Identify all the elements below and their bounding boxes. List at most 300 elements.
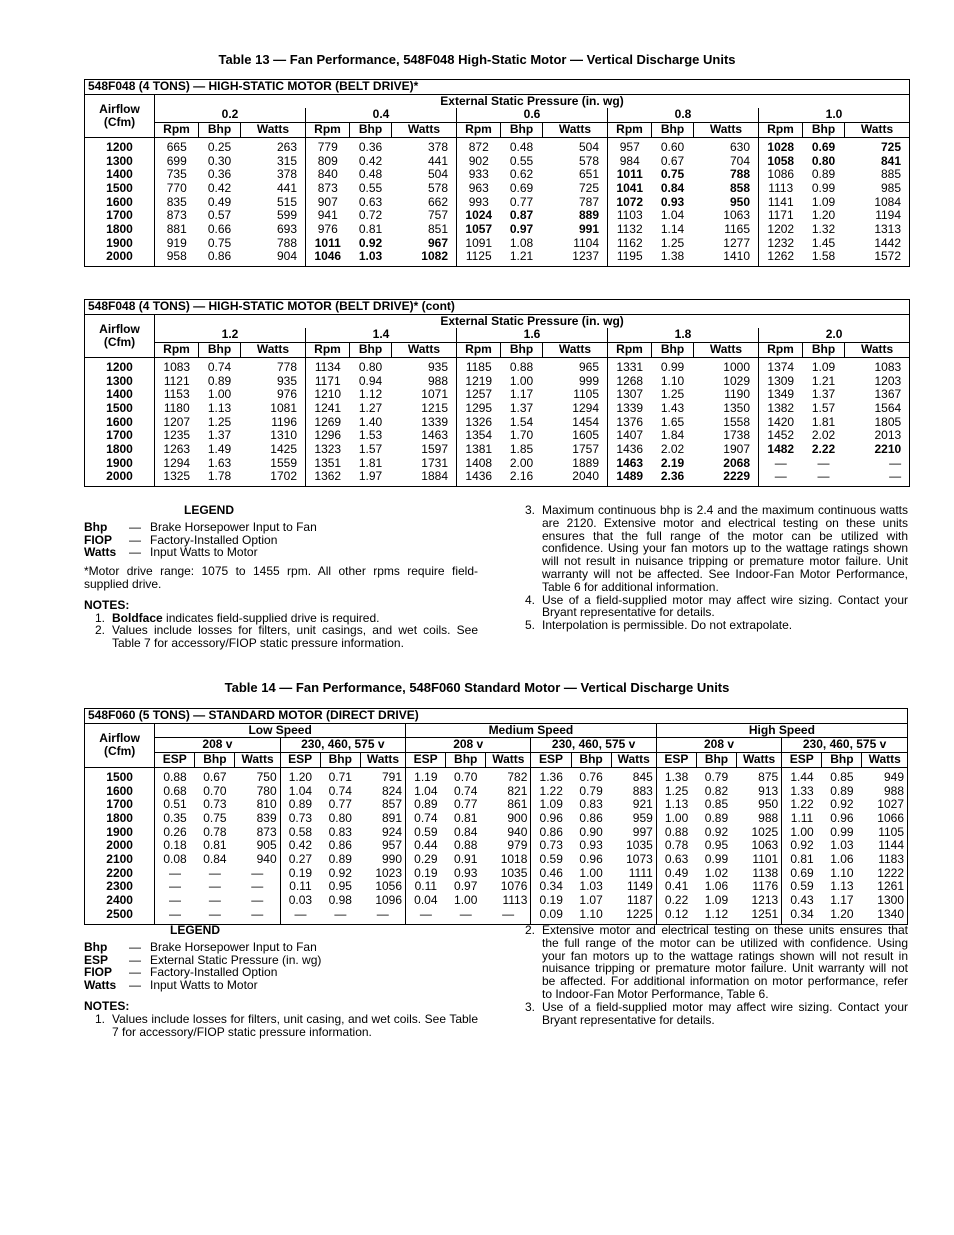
data-cell: 1.07 xyxy=(579,893,603,908)
table-title-row xyxy=(85,80,910,95)
data-cell: 1452 xyxy=(767,428,795,443)
voltage-header: 230, 460, 575 v xyxy=(782,738,908,753)
data-cell: 1.10 xyxy=(830,865,854,880)
note-number: 2. xyxy=(524,923,535,937)
data-cell: 0.74 xyxy=(414,810,438,825)
data-cell: 0.69 xyxy=(790,865,814,880)
data-cell: 1558 xyxy=(694,416,759,430)
legend-description: Input Watts to Motor xyxy=(150,978,258,993)
data-cell: 0.73 xyxy=(288,810,313,825)
note-number: 3. xyxy=(524,999,535,1014)
table-row xyxy=(85,416,910,430)
data-cell: 1.09 xyxy=(704,893,729,908)
data-cell: 1731 xyxy=(392,457,457,471)
data-cell: 1213 xyxy=(737,894,782,908)
data-cell: 1082 xyxy=(392,250,457,266)
data-cell: — xyxy=(169,893,182,908)
data-cell: 0.73 xyxy=(203,797,227,812)
table-row xyxy=(85,429,910,443)
data-cell: 835 xyxy=(166,194,187,209)
data-cell: 2.36 xyxy=(660,469,685,484)
data-cell: 1.21 xyxy=(509,249,534,264)
data-cell: 1.14 xyxy=(660,222,685,237)
data-cell: 1463 xyxy=(616,455,644,470)
pressure-header: 0.2 xyxy=(155,108,306,122)
table-row xyxy=(85,812,908,826)
data-cell: 1222 xyxy=(877,865,904,880)
data-cell: — xyxy=(419,906,432,921)
data-cell: 1176 xyxy=(737,880,782,894)
data-cell: 0.72 xyxy=(358,208,383,223)
data-cell: 1.53 xyxy=(358,428,383,443)
voltage-header: 230, 460, 575 v xyxy=(531,738,656,753)
data-cell: 957 xyxy=(619,139,640,154)
data-cell: 1121 xyxy=(163,373,190,388)
column-header: Bhp xyxy=(350,343,392,358)
legend-dash: — xyxy=(129,939,141,954)
data-cell: 0.83 xyxy=(328,824,352,839)
data-cell: 0.29 xyxy=(414,852,438,867)
data-cell: 0.74 xyxy=(454,783,478,798)
legend-description: Brake Horsepower Input to Fan xyxy=(150,939,317,954)
table-row xyxy=(85,250,910,266)
data-cell: 1185 xyxy=(465,359,492,374)
note-3-text: Maximum continuous bhp is 2.4 and the maximum continuous watts are 2120. Extensive motor and electrical testing on these units ensures that the full range of the motor can be utilized with confidence. Using your fan motors up to the wattage ratings shown will not result in nuisance tripping or premature motor failure. Unit warranty will not be affected. See Indoor-Fan Motor Performance, Table 6 for additional information. xyxy=(542,503,908,594)
data-cell: 1.38 xyxy=(660,249,685,264)
data-cell: 1195 xyxy=(616,249,643,264)
data-cell: 0.92 xyxy=(358,235,383,250)
column-header: Rpm xyxy=(155,123,199,138)
data-cell: 1171 xyxy=(767,208,794,223)
data-cell: 1241 xyxy=(314,400,342,415)
data-cell: 988 xyxy=(883,783,904,798)
column-header: ESP xyxy=(406,753,446,768)
airflow-cell: 1200 xyxy=(85,137,155,154)
data-cell: 441 xyxy=(392,155,457,169)
data-cell: 963 xyxy=(468,180,489,195)
data-cell: 976 xyxy=(317,222,338,237)
column-header: Watts xyxy=(845,343,910,358)
data-cell: 1277 xyxy=(694,237,759,251)
data-cell: 1261 xyxy=(877,879,904,894)
data-cell: 1.27 xyxy=(358,400,383,415)
table-14 xyxy=(84,708,908,925)
data-cell: 1310 xyxy=(241,429,306,443)
table-row xyxy=(85,798,908,812)
data-cell: 725 xyxy=(880,139,902,154)
data-cell: 990 xyxy=(360,853,405,867)
data-cell: 1125 xyxy=(465,249,492,264)
data-cell: 0.93 xyxy=(660,194,685,209)
data-cell: 1057 xyxy=(465,222,493,237)
legend-description: Input Watts to Motor xyxy=(150,545,258,560)
table-row xyxy=(85,908,908,924)
data-cell: 0.34 xyxy=(539,879,563,894)
data-cell: 0.95 xyxy=(328,879,352,894)
legend-item xyxy=(84,534,478,547)
data-cell: 1.00 xyxy=(579,865,603,880)
data-cell: 0.19 xyxy=(288,865,313,880)
data-cell: 1202 xyxy=(767,222,795,237)
table-row xyxy=(85,388,910,402)
data-cell: 840 xyxy=(317,167,338,182)
data-cell: 1207 xyxy=(163,414,191,429)
data-cell: — xyxy=(208,893,221,908)
data-cell: 0.74 xyxy=(328,783,352,798)
data-cell: 1331 xyxy=(616,359,644,374)
data-cell: 1296 xyxy=(314,428,342,443)
data-cell: 0.55 xyxy=(358,180,383,195)
column-header: Bhp xyxy=(199,343,241,358)
data-cell: 2040 xyxy=(543,470,608,486)
airflow-cell: 2000 xyxy=(85,470,155,486)
airflow-header: Airflow (Cfm) xyxy=(85,94,155,137)
data-cell: 933 xyxy=(468,167,489,182)
data-cell: 0.04 xyxy=(414,893,438,908)
data-cell: 1029 xyxy=(694,375,759,389)
table-row xyxy=(85,375,910,389)
data-cell: 1.84 xyxy=(660,428,685,443)
data-cell: 1339 xyxy=(392,416,457,430)
data-cell: 993 xyxy=(468,194,489,209)
data-cell: 0.27 xyxy=(288,852,313,867)
data-cell: 0.81 xyxy=(358,222,383,237)
column-header: Watts xyxy=(611,753,656,768)
legend-title: LEGEND xyxy=(184,503,235,517)
data-cell: 889 xyxy=(543,209,608,223)
data-cell: 0.55 xyxy=(509,153,534,168)
data-cell: 1.43 xyxy=(660,400,685,415)
data-cell: 1326 xyxy=(465,414,493,429)
data-cell: 1482 xyxy=(767,442,795,457)
column-header: Rpm xyxy=(608,343,652,358)
legend-item xyxy=(84,966,478,979)
data-cell: 0.88 xyxy=(454,838,478,853)
data-cell: 778 xyxy=(241,357,306,374)
column-header: Watts xyxy=(862,753,908,768)
data-cell: 0.34 xyxy=(790,906,814,921)
data-cell: 858 xyxy=(694,182,759,196)
data-cell: 0.95 xyxy=(704,838,729,853)
table-row xyxy=(85,209,910,223)
table-14-legend xyxy=(84,924,478,1038)
data-cell: 0.60 xyxy=(660,139,685,154)
data-cell: 913 xyxy=(737,785,782,799)
data-cell: 1.00 xyxy=(454,893,478,908)
data-cell: — xyxy=(889,455,902,470)
data-cell: 0.41 xyxy=(664,879,689,894)
data-cell: — xyxy=(360,908,405,924)
data-cell: 0.66 xyxy=(207,222,232,237)
data-cell: 0.85 xyxy=(830,769,854,784)
data-cell: 0.35 xyxy=(163,810,187,825)
data-cell: 0.63 xyxy=(664,852,689,867)
data-cell: 861 xyxy=(486,798,531,812)
data-cell: 1071 xyxy=(392,388,457,402)
airflow-cell: 1700 xyxy=(85,429,155,443)
data-cell: 0.98 xyxy=(328,893,352,908)
data-cell: 1489 xyxy=(616,469,644,484)
data-cell: 1101 xyxy=(737,853,782,867)
data-cell: 1.10 xyxy=(579,906,603,921)
table-row xyxy=(85,894,908,908)
data-cell: 504 xyxy=(543,137,608,154)
data-cell: 0.93 xyxy=(579,838,603,853)
airflow-cell: 1700 xyxy=(85,798,155,812)
data-cell: 1153 xyxy=(163,387,190,402)
airflow-cell: 1800 xyxy=(85,223,155,237)
legend-dash: — xyxy=(129,519,141,534)
data-cell: 1063 xyxy=(737,839,782,853)
legend-dash: — xyxy=(129,965,141,980)
data-cell: 0.42 xyxy=(207,180,232,195)
column-header: Bhp xyxy=(571,753,611,768)
data-cell: 1738 xyxy=(694,429,759,443)
data-cell: 959 xyxy=(611,812,656,826)
data-cell: 770 xyxy=(166,180,187,195)
data-cell: 851 xyxy=(392,223,457,237)
data-cell: 1.02 xyxy=(704,865,729,880)
data-cell: 1.12 xyxy=(358,387,383,402)
data-cell: 782 xyxy=(486,767,531,784)
table-13-caption: Table 13 — Fan Performance, 548F048 High-Static Motor — Vertical Discharge Units xyxy=(218,52,736,67)
data-cell: 1081 xyxy=(241,402,306,416)
data-cell: 873 xyxy=(317,180,338,195)
data-cell: 0.78 xyxy=(664,838,689,853)
data-cell: 1309 xyxy=(767,373,795,388)
table-row xyxy=(85,785,908,799)
data-cell: 0.63 xyxy=(358,194,383,209)
column-header: Bhp xyxy=(320,753,360,768)
table-row xyxy=(85,155,910,169)
pressure-header: 1.0 xyxy=(759,108,910,122)
data-cell: 1757 xyxy=(543,443,608,457)
data-cell: 0.89 xyxy=(830,783,854,798)
table-row xyxy=(85,767,908,784)
data-cell: 921 xyxy=(611,798,656,812)
data-cell: 1.17 xyxy=(509,387,534,402)
data-cell: 1113 xyxy=(486,894,531,908)
airflow-cell: 1400 xyxy=(85,388,155,402)
data-cell: 881 xyxy=(166,222,187,237)
data-cell: 1.57 xyxy=(358,442,383,457)
data-cell: 0.59 xyxy=(790,879,814,894)
data-cell: 976 xyxy=(241,388,306,402)
data-cell: 1.04 xyxy=(660,208,685,223)
data-cell: 958 xyxy=(166,249,187,264)
data-cell: 1.22 xyxy=(539,783,563,798)
data-cell: 0.58 xyxy=(288,824,313,839)
data-cell: 1162 xyxy=(616,235,643,250)
data-cell: 0.86 xyxy=(207,249,232,264)
data-cell: 1.12 xyxy=(704,906,729,921)
column-header: ESP xyxy=(531,753,571,768)
data-cell: 0.97 xyxy=(509,222,534,237)
data-cell: 1.04 xyxy=(414,783,438,798)
legend-key: Watts xyxy=(84,545,117,560)
column-header: Rpm xyxy=(759,123,803,138)
data-cell: 0.99 xyxy=(704,852,729,867)
data-cell: 940 xyxy=(235,853,280,867)
legend-key: ESP xyxy=(84,952,109,967)
column-header: ESP xyxy=(656,753,696,768)
data-cell: 1.06 xyxy=(830,852,854,867)
data-cell: 2.22 xyxy=(811,442,836,457)
data-cell: 1141 xyxy=(767,194,794,209)
airflow-cell: 1500 xyxy=(85,402,155,416)
data-cell: 1103 xyxy=(616,208,643,223)
data-cell: 1.17 xyxy=(830,893,854,908)
legend-dash: — xyxy=(129,545,141,560)
data-cell: 1.25 xyxy=(207,414,232,429)
data-cell: 1035 xyxy=(486,867,531,881)
data-cell: 0.75 xyxy=(660,167,685,182)
legend-key: FIOP xyxy=(84,965,113,980)
notes-title: NOTES: xyxy=(84,998,130,1013)
table-14-notes-right xyxy=(514,924,908,1026)
column-header: Rpm xyxy=(457,123,501,138)
airflow-cell: 2200 xyxy=(85,867,155,881)
table-row xyxy=(85,182,910,196)
note-number: 4. xyxy=(524,592,535,607)
data-cell: 0.80 xyxy=(328,810,352,825)
data-cell: 0.89 xyxy=(811,167,836,182)
pressure-header: 1.2 xyxy=(155,328,306,342)
data-cell: 984 xyxy=(619,153,640,168)
data-cell: 0.99 xyxy=(811,180,836,195)
data-cell: 0.88 xyxy=(664,824,689,839)
data-cell: 1187 xyxy=(611,894,656,908)
legend-description: Factory-Installed Option xyxy=(150,532,278,547)
data-cell: 919 xyxy=(166,235,187,250)
data-cell: 315 xyxy=(241,155,306,169)
data-cell: 1138 xyxy=(737,867,782,881)
data-cell: 1072 xyxy=(616,194,644,209)
data-cell: 1376 xyxy=(616,414,644,429)
note-number: 3. xyxy=(524,503,535,517)
data-cell: 0.11 xyxy=(414,879,438,894)
data-cell: 788 xyxy=(694,168,759,182)
data-cell: 788 xyxy=(241,237,306,251)
data-cell: 1.97 xyxy=(358,469,383,484)
data-cell: 1.09 xyxy=(539,797,563,812)
data-cell: 883 xyxy=(611,785,656,799)
data-cell: — xyxy=(294,906,307,921)
data-cell: 1420 xyxy=(767,414,795,429)
data-cell: 378 xyxy=(392,137,457,154)
data-cell: 1000 xyxy=(694,357,759,374)
data-cell: 0.25 xyxy=(207,139,232,154)
data-cell: 779 xyxy=(317,139,338,154)
legend-dash: — xyxy=(129,532,141,547)
data-cell: 1134 xyxy=(314,359,341,374)
voltage-header: 230, 460, 575 v xyxy=(280,738,405,753)
data-cell: 950 xyxy=(694,196,759,210)
legend-item xyxy=(84,546,478,559)
data-cell: 1.10 xyxy=(660,373,685,388)
legend-description: Factory-Installed Option xyxy=(150,965,278,980)
data-cell: 0.97 xyxy=(454,879,478,894)
data-cell: 0.77 xyxy=(509,194,534,209)
data-cell: 2210 xyxy=(874,442,902,457)
table-row xyxy=(85,137,910,154)
data-cell: 950 xyxy=(737,798,782,812)
data-cell: 0.82 xyxy=(704,783,729,798)
data-cell: 1063 xyxy=(694,209,759,223)
table-13-legend xyxy=(84,504,478,650)
data-cell: 1339 xyxy=(616,400,644,415)
data-cell: 757 xyxy=(392,209,457,223)
data-cell: 1024 xyxy=(465,208,493,223)
data-cell: 0.69 xyxy=(509,180,534,195)
data-cell: 1084 xyxy=(874,194,902,209)
data-cell: 1.08 xyxy=(509,235,534,250)
data-cell: 1066 xyxy=(877,810,904,825)
column-header: Rpm xyxy=(155,343,199,358)
column-header: Watts xyxy=(241,123,306,138)
data-cell: 0.89 xyxy=(288,797,313,812)
table-row xyxy=(85,867,908,881)
airflow-header: Airflow (Cfm) xyxy=(85,723,155,767)
data-cell: 935 xyxy=(392,357,457,374)
data-cell: 885 xyxy=(880,167,902,182)
airflow-cell: 1500 xyxy=(85,767,155,784)
data-cell: 841 xyxy=(880,153,902,168)
data-cell: — xyxy=(817,469,830,484)
data-cell: 902 xyxy=(468,153,489,168)
data-cell: 957 xyxy=(360,839,405,853)
column-header: Rpm xyxy=(306,343,350,358)
column-header: Bhp xyxy=(696,753,736,768)
data-cell: 988 xyxy=(737,812,782,826)
column-header: Bhp xyxy=(446,753,486,768)
data-cell: 0.69 xyxy=(811,139,836,154)
data-cell: 988 xyxy=(392,375,457,389)
data-cell: 0.85 xyxy=(704,797,729,812)
data-cell: 263 xyxy=(241,137,306,154)
data-cell: 1.45 xyxy=(811,235,836,250)
column-header: Bhp xyxy=(199,123,241,138)
data-cell: 1011 xyxy=(314,235,341,250)
data-cell: 651 xyxy=(543,168,608,182)
table-title: 548F048 (4 TONS) — HIGH-STATIC MOTOR (BELT DRIVE)* xyxy=(85,80,910,95)
data-cell: 578 xyxy=(392,182,457,196)
speed-header: Medium Speed xyxy=(406,723,657,738)
column-header: Watts xyxy=(486,753,531,768)
data-cell: 1367 xyxy=(874,387,902,402)
data-cell: 0.81 xyxy=(790,852,814,867)
data-cell: 1564 xyxy=(874,400,902,415)
data-cell: 1300 xyxy=(877,893,904,908)
data-cell: 821 xyxy=(486,785,531,799)
data-cell: 0.76 xyxy=(579,769,603,784)
data-cell: 0.93 xyxy=(454,865,478,880)
table-title-row xyxy=(85,300,910,315)
data-cell: — xyxy=(459,906,472,921)
data-cell: 0.36 xyxy=(358,139,383,154)
data-cell: 1381 xyxy=(465,442,493,457)
data-cell: 1.57 xyxy=(811,400,836,415)
note-2-text: Extensive motor and electrical testing on these units ensures that the full range of the motor can be utilized with confidence. Using your fan motors up to the wattage ratings shown will not result in nuisance tripping or premature motor failure. Unit warranty will not be affected. For additional information on motor performance, refer to Indoor-Fan Motor Performance, Table 6. xyxy=(542,923,908,1001)
legend-key: FIOP xyxy=(84,532,113,547)
data-cell: 780 xyxy=(235,785,280,799)
data-cell: 873 xyxy=(166,208,187,223)
data-cell: 1572 xyxy=(874,249,902,264)
data-cell: 1.09 xyxy=(811,359,836,374)
data-cell: 1463 xyxy=(392,429,457,443)
note-5-text: Interpolation is permissible. Do not extrapolate. xyxy=(542,618,793,633)
data-cell: — xyxy=(208,879,221,894)
